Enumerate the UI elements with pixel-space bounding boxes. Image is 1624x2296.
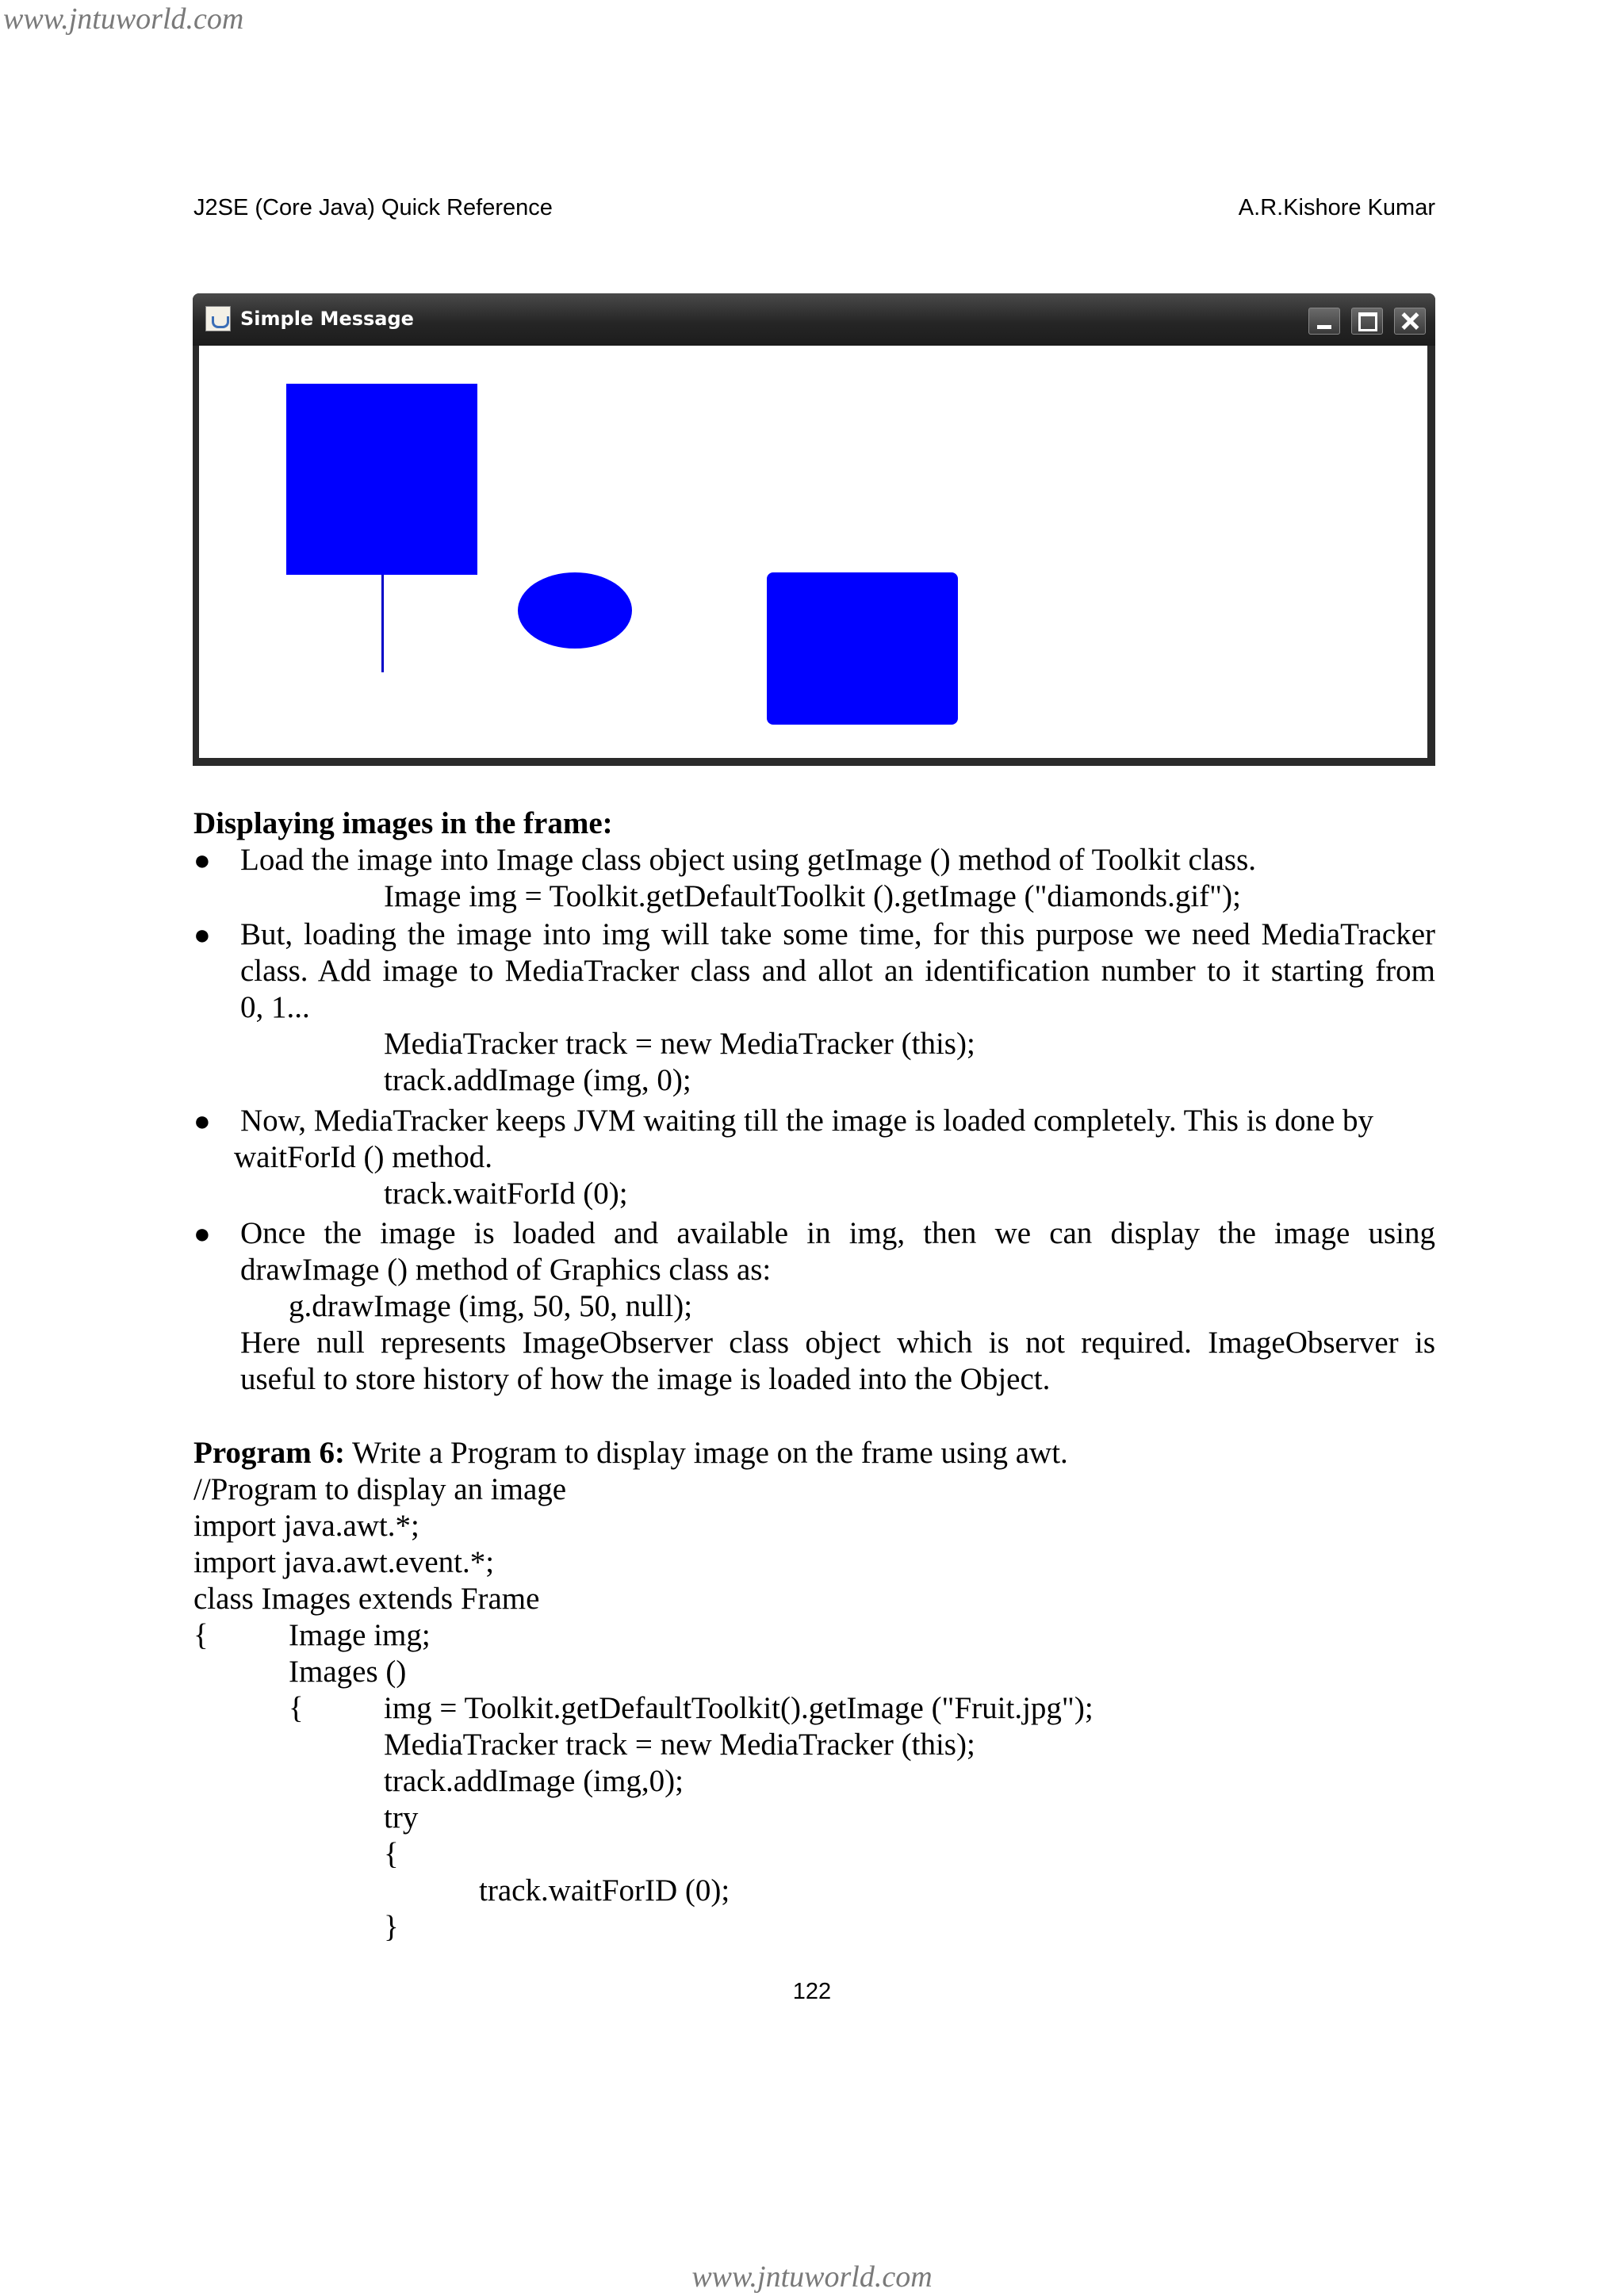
bullet-icon: ●: [193, 919, 211, 951]
running-header-author: A.R.Kishore Kumar: [1238, 195, 1435, 220]
bullet-4-text: Here null represents ImageObserver class object which is not required. ImageObserver is: [240, 1326, 1435, 1360]
maximize-icon[interactable]: [1351, 308, 1383, 335]
code-line: {: [384, 1837, 399, 1871]
bullet-2-text: class. Add image to MediaTracker class and allot an identification number to it starting from: [240, 954, 1435, 988]
window-title: Simple Message: [240, 308, 414, 330]
bullet-4-text: useful to store history of how the image is loaded into the Object.: [240, 1362, 1051, 1396]
window-titlebar[interactable]: [193, 293, 1435, 346]
code-line: }: [384, 1910, 399, 1944]
bullet-1-text: Load the image into Image class object using getImage () method of Toolkit class.: [240, 843, 1257, 877]
bullet-icon: ●: [193, 1218, 211, 1249]
code-line: g.drawImage (img, 50, 50, null);: [289, 1289, 693, 1323]
code-line: track.addImage (img,0);: [384, 1764, 684, 1798]
code-line: import java.awt.event.*;: [193, 1545, 495, 1579]
bullet-3-text: Now, MediaTracker keeps JVM waiting till the image is loaded completely. This is done by: [240, 1104, 1374, 1138]
filled-rounded-rectangle: [767, 572, 958, 725]
bullet-3-text: waitForId () method.: [234, 1140, 493, 1174]
code-line: track.waitForId (0);: [384, 1177, 628, 1211]
drawing-canvas: [199, 346, 1427, 758]
filled-rectangle: [286, 384, 477, 575]
code-line: try: [384, 1800, 419, 1835]
section-heading: Displaying images in the frame:: [193, 806, 613, 840]
close-icon[interactable]: [1394, 308, 1426, 335]
minimize-icon[interactable]: [1308, 308, 1340, 335]
code-line: import java.awt.*;: [193, 1509, 419, 1543]
running-header-title: J2SE (Core Java) Quick Reference: [193, 195, 553, 220]
code-line: {: [289, 1691, 304, 1725]
java-icon: [205, 306, 231, 331]
watermark-top: www.jntuworld.com: [3, 2, 244, 36]
code-line: {: [193, 1618, 209, 1652]
code-line: Images (): [289, 1655, 407, 1689]
code-line: class Images extends Frame: [193, 1582, 540, 1616]
bullet-2-text: 0, 1...: [240, 990, 310, 1024]
code-line: //Program to display an image: [193, 1472, 567, 1506]
vertical-line: [381, 575, 384, 672]
code-line: img = Toolkit.getDefaultToolkit().getImage ("Fruit.jpg");: [384, 1691, 1094, 1725]
bullet-4-text: drawImage () method of Graphics class as:: [240, 1253, 772, 1287]
code-line: Image img = Toolkit.getDefaultToolkit ().getImage ("diamonds.gif");: [384, 879, 1241, 913]
bullet-2-text: But, loading the image into img will take some time, for this purpose we need MediaTracker: [240, 917, 1435, 951]
code-line: MediaTracker track = new MediaTracker (this);: [384, 1027, 975, 1061]
bullet-4-text: Once the image is loaded and available in img, then we can display the image using: [240, 1216, 1435, 1250]
code-line: Image img;: [289, 1618, 431, 1652]
filled-oval: [518, 572, 632, 649]
bullet-icon: ●: [193, 1105, 211, 1137]
app-window: [193, 293, 1435, 766]
page-number: 122: [792, 1979, 832, 2004]
program-heading: Program 6: Write a Program to display image on the frame using awt.: [193, 1436, 1068, 1470]
code-line: track.addImage (img, 0);: [384, 1063, 691, 1097]
code-line: MediaTracker track = new MediaTracker (this);: [384, 1728, 975, 1762]
code-line: track.waitForID (0);: [479, 1873, 730, 1908]
bullet-icon: ●: [193, 844, 211, 876]
watermark-bottom: www.jntuworld.com: [691, 2260, 933, 2294]
